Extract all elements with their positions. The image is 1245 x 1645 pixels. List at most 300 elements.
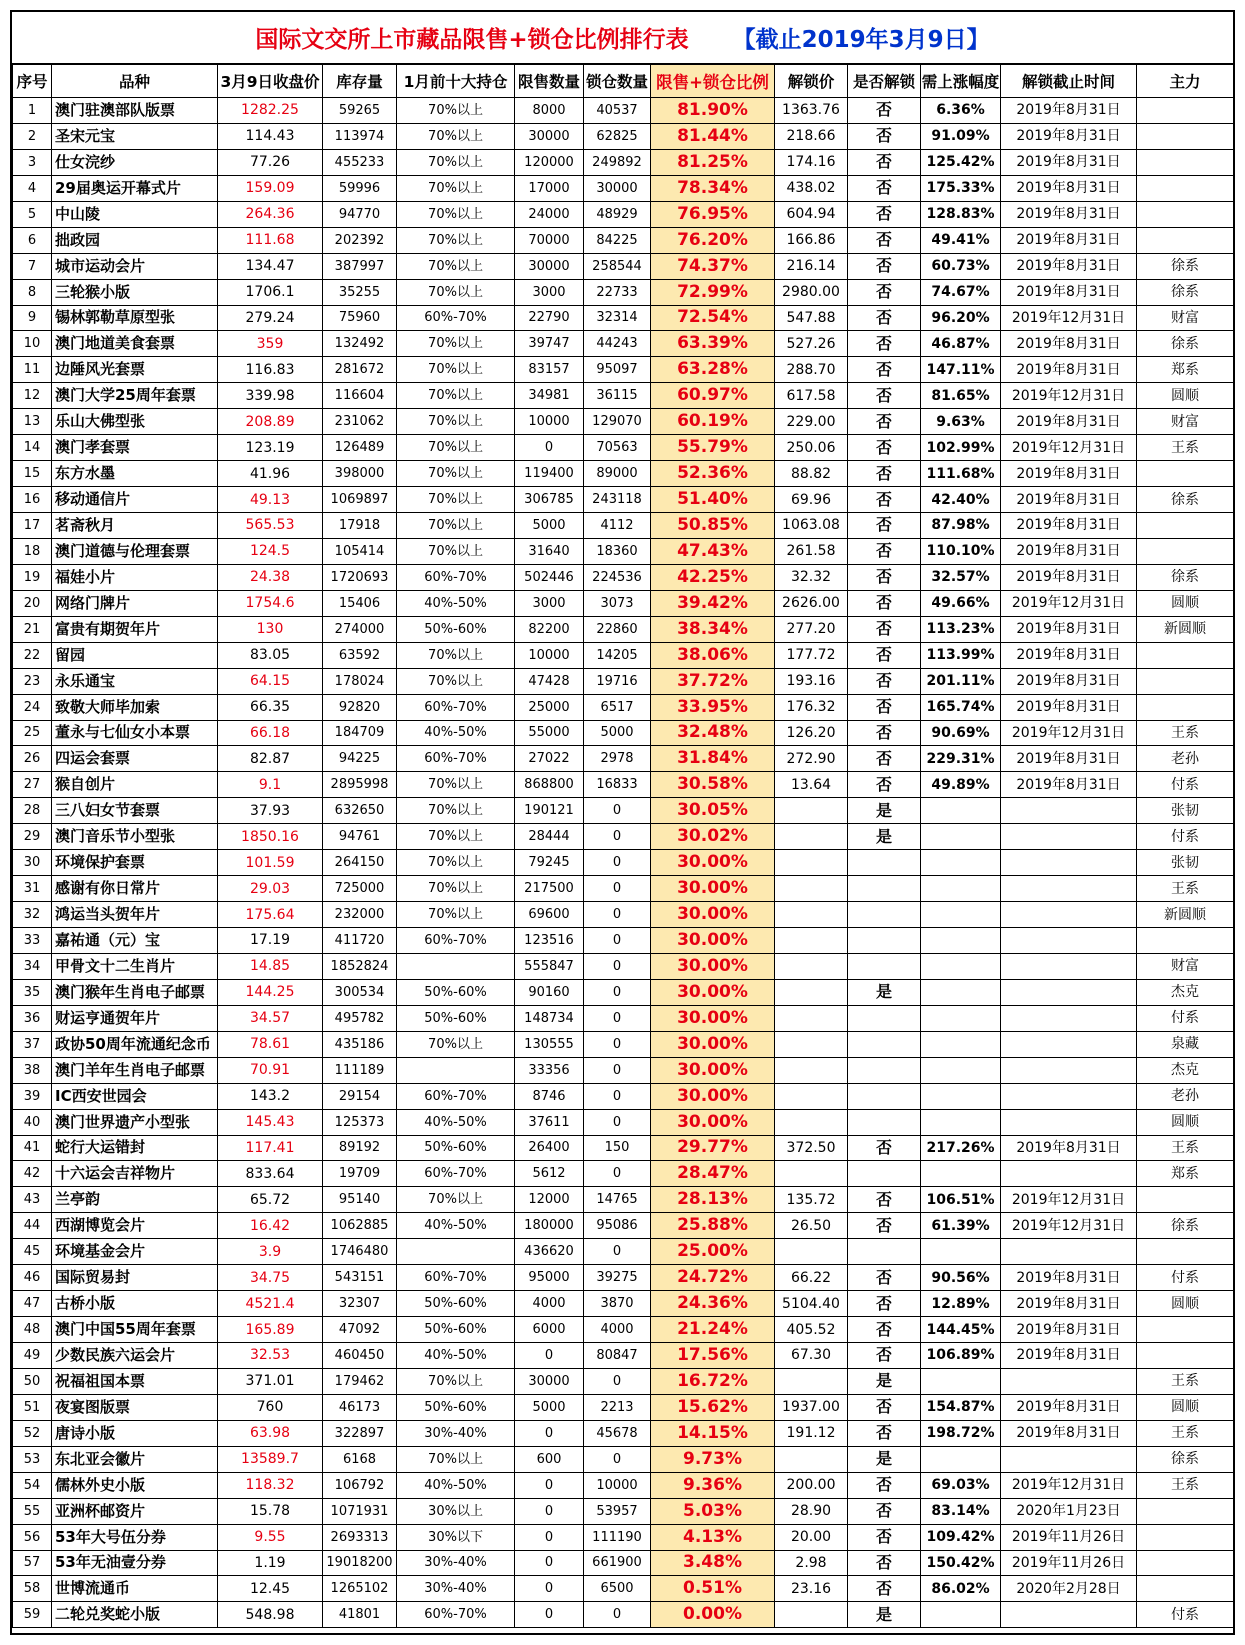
cell-rise: 198.72% (921, 1420, 1001, 1446)
cell-stock: 92820 (323, 694, 397, 720)
cell-unlocked: 否 (848, 123, 921, 149)
cell-deadline: 2019年8月31日 (1001, 564, 1137, 590)
cell-lock: 32314 (584, 305, 651, 331)
cell-rise: 102.99% (921, 435, 1001, 461)
cell-lock: 243118 (584, 487, 651, 513)
cell-top10: 70%以上 (397, 1368, 515, 1394)
cell-top10: 70%以上 (397, 1187, 515, 1213)
cell-ratio: 30.00% (651, 1109, 775, 1135)
cell-close: 165.89 (218, 1317, 323, 1343)
cell-limit: 0 (515, 1524, 584, 1550)
cell-name: 西湖博览会片 (52, 1213, 218, 1239)
cell-main: 徐系 (1137, 331, 1234, 357)
cell-stock: 94761 (323, 824, 397, 850)
cell-lock: 0 (584, 1031, 651, 1057)
cell-no: 43 (13, 1187, 52, 1213)
cell-limit: 95000 (515, 1265, 584, 1291)
cell-main (1137, 1524, 1234, 1550)
cell-unlocked (848, 1109, 921, 1135)
cell-close: 143.2 (218, 1083, 323, 1109)
cell-close: 833.64 (218, 1161, 323, 1187)
table-row (13, 953, 1234, 979)
table-row (13, 357, 1234, 383)
cell-top10: 70%以上 (397, 538, 515, 564)
cell-deadline: 2019年8月31日 (1001, 253, 1137, 279)
cell-name: 环境保护套票 (52, 850, 218, 876)
cell-deadline (1001, 1005, 1137, 1031)
cell-ratio: 21.24% (651, 1317, 775, 1343)
cell-main: 张韧 (1137, 798, 1234, 824)
cell-name: 亚洲杯邮资片 (52, 1498, 218, 1524)
cell-deadline: 2019年12月31日 (1001, 720, 1137, 746)
cell-top10: 70%以上 (397, 123, 515, 149)
cell-close: 1754.6 (218, 590, 323, 616)
cell-ratio: 30.00% (651, 1005, 775, 1031)
cell-unlocked (848, 1005, 921, 1031)
cell-unlocked: 否 (848, 1187, 921, 1213)
cell-ratio: 74.37% (651, 253, 775, 279)
cell-rise: 217.26% (921, 1135, 1001, 1161)
cell-unlock-price: 2980.00 (775, 279, 848, 305)
cell-main: 圆顺 (1137, 1109, 1234, 1135)
table-row (13, 461, 1234, 487)
cell-limit: 123516 (515, 928, 584, 954)
table-row (13, 1213, 1234, 1239)
cell-unlocked: 是 (848, 979, 921, 1005)
cell-unlock-price: 1363.76 (775, 98, 848, 124)
cell-top10: 70%以上 (397, 642, 515, 668)
cell-ratio: 9.36% (651, 1472, 775, 1498)
cell-stock: 116604 (323, 383, 397, 409)
cell-name: 董永与七仙女小本票 (52, 720, 218, 746)
cell-close: 16.42 (218, 1213, 323, 1239)
cell-unlock-price: 200.00 (775, 1472, 848, 1498)
cell-close: 101.59 (218, 850, 323, 876)
cell-main (1137, 201, 1234, 227)
cell-main: 圆顺 (1137, 1291, 1234, 1317)
table-row (13, 1265, 1234, 1291)
cell-unlocked: 否 (848, 1524, 921, 1550)
cell-no: 47 (13, 1291, 52, 1317)
cell-ratio: 30.00% (651, 876, 775, 902)
cell-lock: 22860 (584, 616, 651, 642)
cell-limit: 30000 (515, 1368, 584, 1394)
cell-lock: 6517 (584, 694, 651, 720)
cell-top10 (397, 1239, 515, 1265)
cell-unlocked: 否 (848, 1213, 921, 1239)
cell-ratio: 0.00% (651, 1602, 775, 1628)
cell-lock: 0 (584, 850, 651, 876)
cell-limit: 0 (515, 1550, 584, 1576)
cell-stock: 435186 (323, 1031, 397, 1057)
cell-top10: 70%以上 (397, 98, 515, 124)
cell-ratio: 76.95% (651, 201, 775, 227)
table-row (13, 1343, 1234, 1369)
cell-close: 78.61 (218, 1031, 323, 1057)
cell-rise: 150.42% (921, 1550, 1001, 1576)
table-row (13, 564, 1234, 590)
cell-stock: 179462 (323, 1368, 397, 1394)
table-row (13, 123, 1234, 149)
cell-name: 澳门驻澳部队版票 (52, 98, 218, 124)
cell-limit: 0 (515, 1343, 584, 1369)
table-row (13, 253, 1234, 279)
cell-name: 二轮兑奖蛇小版 (52, 1602, 218, 1628)
cell-stock: 19709 (323, 1161, 397, 1187)
cell-unlock-price: 2626.00 (775, 590, 848, 616)
cell-main (1137, 1317, 1234, 1343)
cell-stock: 1071931 (323, 1498, 397, 1524)
cell-rise: 9.63% (921, 409, 1001, 435)
cell-ratio: 28.47% (651, 1161, 775, 1187)
cell-top10: 70%以上 (397, 253, 515, 279)
cell-name: 猴自创片 (52, 772, 218, 798)
cell-no: 24 (13, 694, 52, 720)
cell-rise: 229.31% (921, 746, 1001, 772)
cell-name: 53年无油壹分券 (52, 1550, 218, 1576)
cell-close: 65.72 (218, 1187, 323, 1213)
cell-top10 (397, 1057, 515, 1083)
cell-lock: 0 (584, 928, 651, 954)
col-header-unlock-price: 解锁价 (775, 65, 848, 98)
cell-close: 145.43 (218, 1109, 323, 1135)
cell-deadline (1001, 928, 1137, 954)
cell-unlock-price: 216.14 (775, 253, 848, 279)
cell-no: 1 (13, 98, 52, 124)
table-row (13, 1524, 1234, 1550)
cell-rise (921, 1368, 1001, 1394)
cell-unlocked: 是 (848, 798, 921, 824)
cell-stock: 29154 (323, 1083, 397, 1109)
cell-deadline: 2019年12月31日 (1001, 383, 1137, 409)
cell-unlocked: 否 (848, 331, 921, 357)
cell-unlocked: 否 (848, 616, 921, 642)
cell-lock: 0 (584, 1368, 651, 1394)
cell-unlock-price: 26.50 (775, 1213, 848, 1239)
table-row (13, 175, 1234, 201)
cell-close: 118.32 (218, 1472, 323, 1498)
table-row (13, 1472, 1234, 1498)
cell-no: 6 (13, 227, 52, 253)
cell-lock: 0 (584, 1057, 651, 1083)
cell-top10: 70%以上 (397, 461, 515, 487)
cell-rise: 49.66% (921, 590, 1001, 616)
cell-close: 82.87 (218, 746, 323, 772)
cell-limit: 8746 (515, 1083, 584, 1109)
cell-close: 1706.1 (218, 279, 323, 305)
cell-rise: 61.39% (921, 1213, 1001, 1239)
cell-rise: 90.69% (921, 720, 1001, 746)
table-row (13, 720, 1234, 746)
cell-stock: 105414 (323, 538, 397, 564)
cell-ratio: 4.13% (651, 1524, 775, 1550)
cell-lock: 19716 (584, 668, 651, 694)
cell-rise: 106.89% (921, 1343, 1001, 1369)
table-row (13, 1576, 1234, 1602)
cell-main (1137, 513, 1234, 539)
cell-no: 35 (13, 979, 52, 1005)
cell-name: 澳门道德与伦理套票 (52, 538, 218, 564)
cell-limit: 180000 (515, 1213, 584, 1239)
cell-rise: 125.42% (921, 149, 1001, 175)
cell-no: 45 (13, 1239, 52, 1265)
cell-unlock-price: 191.12 (775, 1420, 848, 1446)
cell-close: 159.09 (218, 175, 323, 201)
cell-top10: 70%以上 (397, 331, 515, 357)
cell-close: 15.78 (218, 1498, 323, 1524)
cell-stock: 202392 (323, 227, 397, 253)
cell-main: 杰克 (1137, 1057, 1234, 1083)
cell-unlocked (848, 902, 921, 928)
table-row (13, 149, 1234, 175)
title-bar (12, 12, 1233, 64)
cell-main (1137, 1343, 1234, 1369)
cell-deadline: 2019年8月31日 (1001, 1343, 1137, 1369)
cell-top10: 50%-60% (397, 1291, 515, 1317)
cell-rise: 32.57% (921, 564, 1001, 590)
cell-limit: 3000 (515, 590, 584, 616)
cell-no: 2 (13, 123, 52, 149)
cell-lock: 5000 (584, 720, 651, 746)
cell-lock: 2213 (584, 1394, 651, 1420)
cell-unlocked: 否 (848, 1550, 921, 1576)
ranking-table (12, 64, 1234, 1628)
cell-close: 548.98 (218, 1602, 323, 1628)
cell-lock: 30000 (584, 175, 651, 201)
cell-name: 世博流通币 (52, 1576, 218, 1602)
cell-rise: 144.45% (921, 1317, 1001, 1343)
cell-unlocked: 否 (848, 149, 921, 175)
cell-rise: 91.09% (921, 123, 1001, 149)
cell-main: 财富 (1137, 305, 1234, 331)
cell-deadline: 2019年8月31日 (1001, 772, 1137, 798)
cell-stock: 126489 (323, 435, 397, 461)
cell-deadline: 2020年1月23日 (1001, 1498, 1137, 1524)
cell-main: 泉藏 (1137, 1031, 1234, 1057)
cell-ratio: 32.48% (651, 720, 775, 746)
cell-stock: 632650 (323, 798, 397, 824)
cell-limit: 26400 (515, 1135, 584, 1161)
cell-unlock-price (775, 1602, 848, 1628)
cell-unlocked: 否 (848, 590, 921, 616)
cell-top10: 30%以上 (397, 1498, 515, 1524)
cell-no: 9 (13, 305, 52, 331)
cell-unlock-price: 527.26 (775, 331, 848, 357)
cell-deadline: 2019年11月26日 (1001, 1524, 1137, 1550)
cell-unlocked: 否 (848, 487, 921, 513)
cell-stock: 95140 (323, 1187, 397, 1213)
cell-unlock-price (775, 1005, 848, 1031)
cell-ratio: 60.97% (651, 383, 775, 409)
cell-ratio: 60.19% (651, 409, 775, 435)
cell-limit: 37611 (515, 1109, 584, 1135)
cell-top10: 50%-60% (397, 1317, 515, 1343)
cell-ratio: 51.40% (651, 487, 775, 513)
cell-lock: 150 (584, 1135, 651, 1161)
cell-deadline: 2019年8月31日 (1001, 616, 1137, 642)
cell-rise: 96.20% (921, 305, 1001, 331)
cell-unlock-price (775, 928, 848, 954)
cell-unlock-price: 547.88 (775, 305, 848, 331)
col-header-close: 3月9日收盘价 (218, 65, 323, 98)
cell-lock: 224536 (584, 564, 651, 590)
cell-name: 移动通信片 (52, 487, 218, 513)
cell-name: IC西安世园会 (52, 1083, 218, 1109)
cell-stock: 460450 (323, 1343, 397, 1369)
cell-lock: 661900 (584, 1550, 651, 1576)
cell-lock: 0 (584, 979, 651, 1005)
cell-top10: 70%以上 (397, 149, 515, 175)
cell-ratio: 30.00% (651, 1083, 775, 1109)
cell-limit: 31640 (515, 538, 584, 564)
cell-unlock-price (775, 902, 848, 928)
cell-deadline (1001, 953, 1137, 979)
cell-no: 12 (13, 383, 52, 409)
table-row (13, 1031, 1234, 1057)
cell-rise: 87.98% (921, 513, 1001, 539)
cell-close: 134.47 (218, 253, 323, 279)
cell-unlock-price: 193.16 (775, 668, 848, 694)
cell-unlock-price: 135.72 (775, 1187, 848, 1213)
cell-rise (921, 1602, 1001, 1628)
cell-no: 7 (13, 253, 52, 279)
cell-lock: 4000 (584, 1317, 651, 1343)
cell-limit: 83157 (515, 357, 584, 383)
cell-no: 8 (13, 279, 52, 305)
cell-rise: 110.10% (921, 538, 1001, 564)
cell-deadline: 2019年8月31日 (1001, 357, 1137, 383)
cell-ratio: 29.77% (651, 1135, 775, 1161)
cell-unlock-price: 176.32 (775, 694, 848, 720)
cell-main (1137, 123, 1234, 149)
cell-name: 29届奥运开幕式片 (52, 175, 218, 201)
cell-stock: 125373 (323, 1109, 397, 1135)
cell-deadline: 2019年8月31日 (1001, 409, 1137, 435)
cell-unlock-price: 288.70 (775, 357, 848, 383)
cell-main: 徐系 (1137, 279, 1234, 305)
cell-limit: 22790 (515, 305, 584, 331)
cell-name: 四运会套票 (52, 746, 218, 772)
table-row (13, 279, 1234, 305)
cell-top10: 70%以上 (397, 1031, 515, 1057)
cell-close: 4521.4 (218, 1291, 323, 1317)
cell-no: 42 (13, 1161, 52, 1187)
table-row (13, 668, 1234, 694)
cell-lock: 0 (584, 876, 651, 902)
cell-top10: 70%以上 (397, 279, 515, 305)
cell-lock: 129070 (584, 409, 651, 435)
cell-main (1137, 461, 1234, 487)
table-row (13, 1109, 1234, 1135)
cell-limit: 5612 (515, 1161, 584, 1187)
cell-limit: 148734 (515, 1005, 584, 1031)
cell-unlocked: 否 (848, 175, 921, 201)
cell-deadline (1001, 1109, 1137, 1135)
cell-limit: 79245 (515, 850, 584, 876)
cell-lock: 18360 (584, 538, 651, 564)
cell-unlocked (848, 1057, 921, 1083)
cell-limit: 34981 (515, 383, 584, 409)
table-row (13, 409, 1234, 435)
cell-name: 乐山大佛型张 (52, 409, 218, 435)
cell-stock: 46173 (323, 1394, 397, 1420)
cell-deadline (1001, 798, 1137, 824)
cell-rise: 74.67% (921, 279, 1001, 305)
table-row (13, 1187, 1234, 1213)
cell-top10: 60%-70% (397, 1083, 515, 1109)
cell-top10 (397, 953, 515, 979)
cell-main: 付系 (1137, 824, 1234, 850)
cell-top10: 70%以上 (397, 357, 515, 383)
cell-main: 徐系 (1137, 1213, 1234, 1239)
cell-name: 边陲风光套票 (52, 357, 218, 383)
cell-unlocked: 否 (848, 694, 921, 720)
cell-lock: 70563 (584, 435, 651, 461)
table-row (13, 487, 1234, 513)
cell-name: 拙政园 (52, 227, 218, 253)
cell-limit: 3000 (515, 279, 584, 305)
cell-deadline: 2019年8月31日 (1001, 487, 1137, 513)
cell-limit: 5000 (515, 1394, 584, 1420)
cell-ratio: 31.84% (651, 746, 775, 772)
cell-close: 41.96 (218, 461, 323, 487)
cell-main: 王系 (1137, 876, 1234, 902)
cell-main (1137, 1239, 1234, 1265)
cell-limit: 30000 (515, 253, 584, 279)
cell-main: 圆顺 (1137, 590, 1234, 616)
cell-name: 财运亨通贺年片 (52, 1005, 218, 1031)
cell-close: 264.36 (218, 201, 323, 227)
cell-deadline: 2019年8月31日 (1001, 1135, 1137, 1161)
cell-unlock-price: 126.20 (775, 720, 848, 746)
cell-unlock-price: 166.86 (775, 227, 848, 253)
cell-no: 31 (13, 876, 52, 902)
cell-lock: 0 (584, 824, 651, 850)
cell-rise: 165.74% (921, 694, 1001, 720)
cell-ratio: 30.00% (651, 979, 775, 1005)
cell-close: 70.91 (218, 1057, 323, 1083)
cell-limit: 33356 (515, 1057, 584, 1083)
cell-top10: 30%-40% (397, 1550, 515, 1576)
col-header-unlocked: 是否解锁 (848, 65, 921, 98)
cell-unlocked (848, 1083, 921, 1109)
cell-unlock-price: 32.32 (775, 564, 848, 590)
cell-rise (921, 850, 1001, 876)
cell-rise (921, 1239, 1001, 1265)
cell-main: 老孙 (1137, 746, 1234, 772)
cell-deadline: 2019年12月31日 (1001, 1187, 1137, 1213)
col-header-name: 品种 (52, 65, 218, 98)
cell-deadline: 2019年8月31日 (1001, 1394, 1137, 1420)
cell-no: 39 (13, 1083, 52, 1109)
cell-rise: 90.56% (921, 1265, 1001, 1291)
cell-deadline: 2019年8月31日 (1001, 331, 1137, 357)
cell-name: 东方水墨 (52, 461, 218, 487)
cell-ratio: 24.36% (651, 1291, 775, 1317)
cell-ratio: 30.00% (651, 850, 775, 876)
cell-stock: 59265 (323, 98, 397, 124)
table-row (13, 227, 1234, 253)
cell-limit: 90160 (515, 979, 584, 1005)
cell-rise: 49.41% (921, 227, 1001, 253)
cell-lock: 53957 (584, 1498, 651, 1524)
cell-ratio: 30.00% (651, 1057, 775, 1083)
cell-name: 澳门羊年生肖电子邮票 (52, 1057, 218, 1083)
cell-close: 279.24 (218, 305, 323, 331)
table-row (13, 824, 1234, 850)
cell-main: 财富 (1137, 409, 1234, 435)
date-note: 【截止2019年3月9日】 (732, 27, 990, 53)
